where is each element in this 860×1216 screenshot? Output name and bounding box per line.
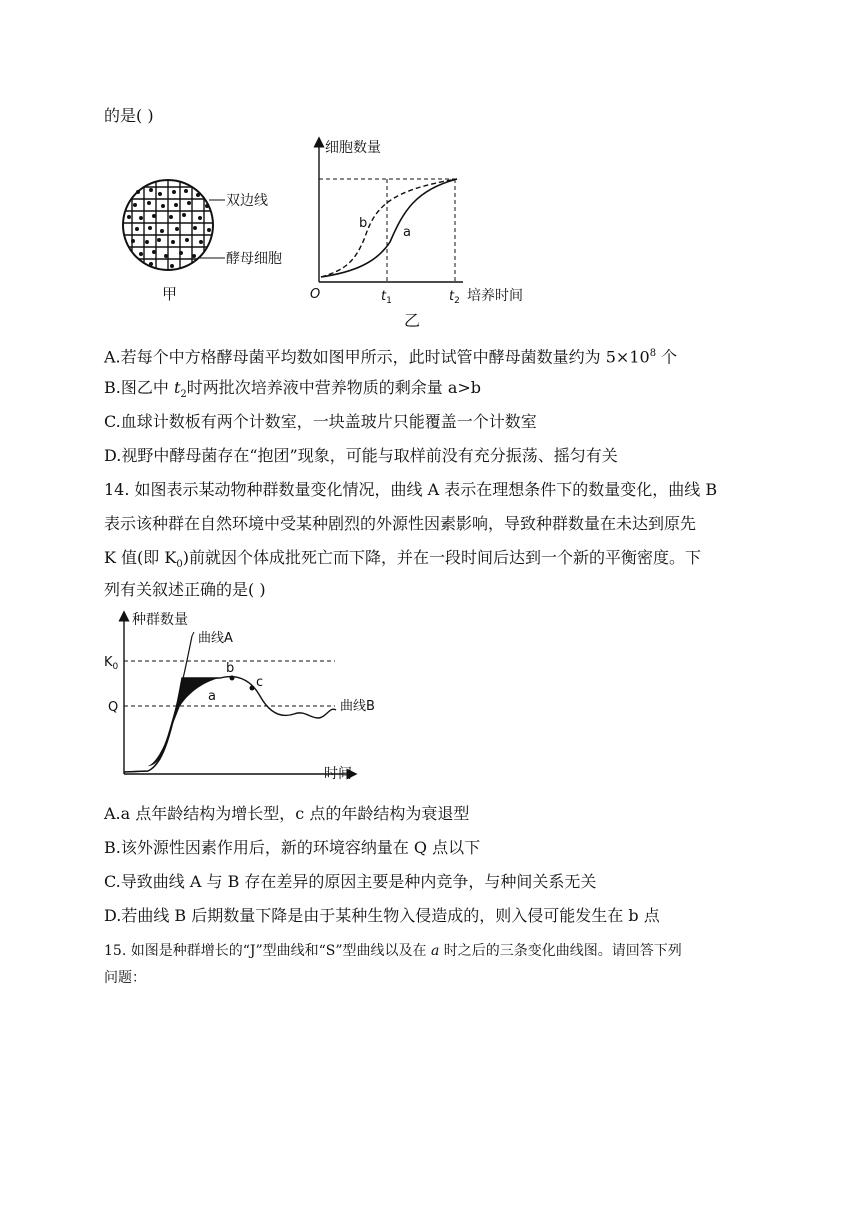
q13-option-d: D.视野中酵母菌存在“抱团”现象，可能与取样前没有充分振荡、摇匀有关: [104, 446, 618, 465]
curve-a: [321, 179, 457, 277]
q14-option-d: D.若曲线 B 后期数量下降是由于某种生物入侵造成的，则入侵可能发生在 b 点: [104, 906, 660, 925]
point-a-label: a: [208, 689, 216, 704]
figure-yi-growth-curves: [305, 132, 545, 332]
chart-x-label: 时间: [324, 766, 352, 782]
point-c-label: c: [256, 675, 264, 690]
chart-y-label: 种群数量: [132, 612, 188, 628]
y-axis-label: 细胞数量: [325, 140, 381, 156]
t1-label: $t_1$: [381, 289, 392, 306]
curve-b: [321, 179, 457, 277]
curve-b-label: b: [359, 216, 368, 231]
q14-stem-line-2: 表示该种群在自然环境中受某种剧烈的外源性因素影响，导致种群数量在未达到原先: [104, 514, 697, 533]
curve-a-label: a: [403, 225, 411, 240]
origin-label: O: [310, 287, 321, 302]
q14-option-a: A.a 点年龄结构为增长型，c 点的年龄结构为衰退型: [104, 804, 470, 823]
q-label: Q: [108, 700, 119, 715]
figure-yi-caption: 乙: [404, 311, 421, 330]
curve-b-line: [124, 677, 336, 772]
figure-jia-hemocytometer: [110, 170, 310, 310]
q15-stem-line-1: 15. 如图是种群增长的“J”型曲线和“S”型曲线以及在 a 时之后的三条变化曲线图。请回答下列: [104, 943, 682, 959]
q13-option-a: A.若每个中方格酵母菌平均数如图甲所示，此时试管中酵母菌数量约为 $5\times 10^8$ 个: [104, 347, 678, 367]
t2-label: $t_2$: [449, 289, 460, 306]
q14-population-chart: [100, 606, 390, 786]
q14-stem-line-3: K 值(即 $K_0$)前就因个体成批死亡而下降，并在一段时间后达到一个新的平衡密度。下: [104, 548, 701, 571]
point-b-label: b: [226, 661, 235, 676]
q14-stem-line-4: 列有关叙述正确的是( ): [104, 580, 266, 599]
q14-stem-line-1: 14. 如图表示某动物种群数量变化情况，曲线 A 表示在理想条件下的数量变化，曲线 B: [104, 480, 718, 499]
point-b: [230, 676, 235, 681]
curve-a-label: 曲线A: [198, 631, 233, 646]
question-tail-text: 的是( ): [104, 106, 154, 125]
x-axis-label: 培养时间: [467, 288, 523, 304]
q13-option-c: C.血球计数板有两个计数室，一块盖玻片只能覆盖一个计数室: [104, 412, 537, 431]
curve-b-label: 曲线B: [340, 699, 375, 714]
label-double-line: 双边线: [226, 193, 268, 209]
q14-option-c: C.导致曲线 A 与 B 存在差异的原因主要是种内竞争，与种间关系无关: [104, 872, 597, 891]
label-yeast-cell: 酵母细胞: [226, 251, 282, 267]
point-c: [250, 686, 255, 691]
k0-label: $K_0$: [104, 655, 119, 672]
q14-option-b: B.该外源性因素作用后，新的环境容纳量在 Q 点以下: [104, 838, 481, 857]
q13-option-b: B.图乙中 $t_2$时两批次培养液中营养物质的剩余量 a>b: [104, 378, 482, 401]
q15-stem-line-2: 问题：: [104, 970, 146, 986]
figure-jia-caption: 甲: [162, 285, 178, 303]
